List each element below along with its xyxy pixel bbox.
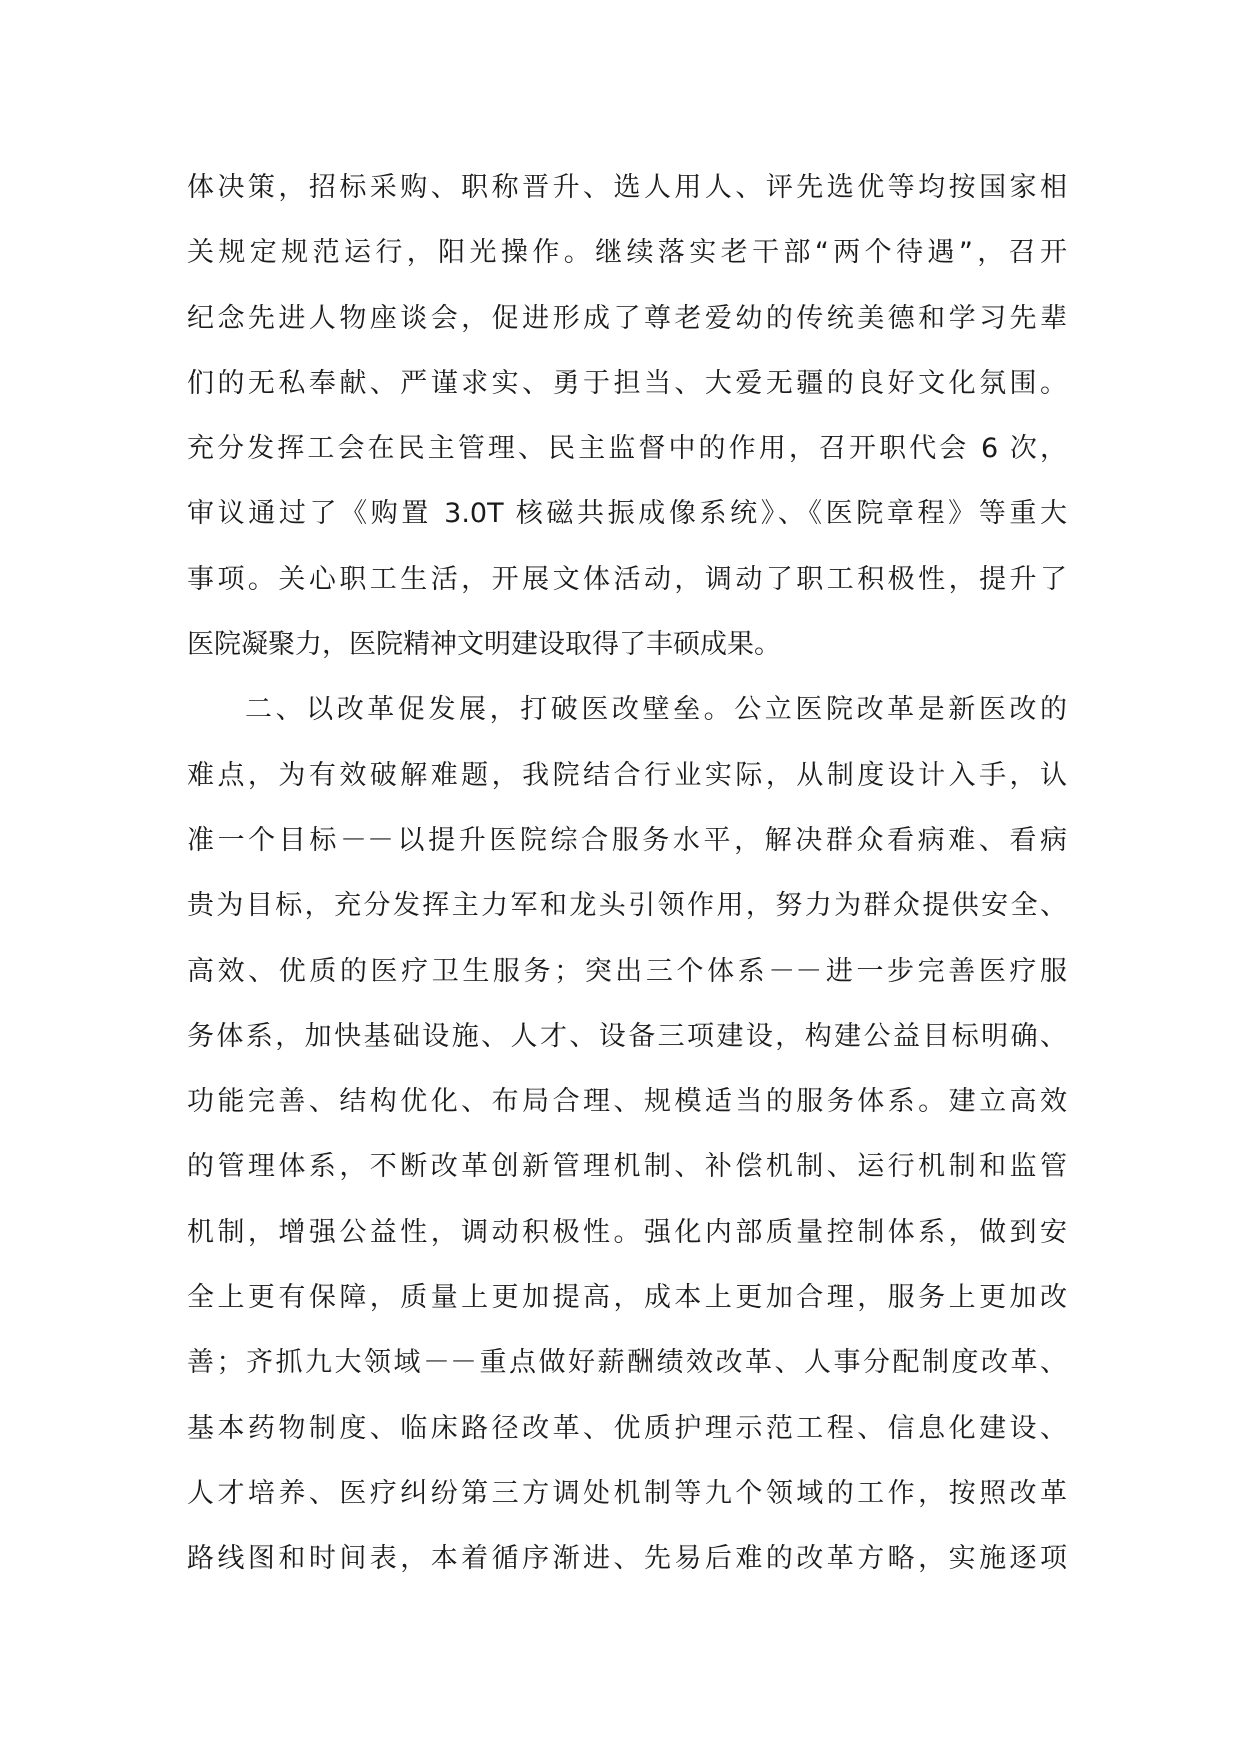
text-line: 准一个目标－－以提升医院综合服务水平，解决群众看病难、看病	[187, 824, 1067, 856]
text-line: 机制，增强公益性，调动积极性。强化内部质量控制体系，做到安	[187, 1216, 1067, 1248]
body-text	[187, 168, 1067, 1605]
text-line: 贵为目标，充分发挥主力军和龙头引领作用，努力为群众提供安全、	[187, 890, 1067, 922]
text-line: 路线图和时间表，本着循序渐进、先易后难的改革方略，实施逐项	[187, 1543, 1067, 1575]
text-line: 高效、优质的医疗卫生服务；突出三个体系－－进一步完善医疗服	[187, 955, 1067, 987]
text-line: 事项。关心职工生活，开展文体活动，调动了职工积极性，提升了	[187, 563, 1067, 595]
text-line: 医院凝聚力，医院精神文明建设取得了丰硕成果。	[187, 629, 781, 661]
text-line: 们的无私奉献、严谨求实、勇于担当、大爱无疆的良好文化氛围。	[187, 367, 1067, 399]
text-line: 人才培养、医疗纠纷第三方调处机制等九个领域的工作，按照改革	[187, 1477, 1067, 1509]
text-line: 审议通过了《购置 3.0T 核磁共振成像系统》、《医院章程》等重大	[187, 498, 1067, 530]
text-line: 基本药物制度、临床路径改革、优质护理示范工程、信息化建设、	[187, 1412, 1067, 1444]
text-line: 体决策，招标采购、职称晋升、选人用人、评先选优等均按国家相	[187, 172, 1067, 203]
text-line: 纪念先进人物座谈会，促进形成了尊老爱幼的传统美德和学习先辈	[187, 302, 1067, 334]
text-line: 的管理体系，不断改革创新管理机制、补偿机制、运行机制和监管	[187, 1151, 1067, 1183]
paragraph-first-line: 二、以改革促发展，打破医改壁垒。公立医院改革是新医改的	[245, 694, 1067, 726]
text-line: 务体系，加快基础设施、人才、设备三项建设，构建公益目标明确、	[187, 1020, 1067, 1052]
text-line: 关规定规范运行，阳光操作。继续落实老干部“两个待遇”，召开	[187, 237, 1067, 269]
text-line: 充分发挥工会在民主管理、民主监督中的作用，召开职代会 6 次，	[187, 433, 1067, 465]
text-line: 善；齐抓九大领域－－重点做好薪酬绩效改革、人事分配制度改革、	[187, 1347, 1067, 1379]
text-line: 难点，为有效破解难题，我院结合行业实际，从制度设计入手，认	[187, 759, 1067, 791]
text-line: 功能完善、结构优化、布局合理、规模适当的服务体系。建立高效	[187, 1086, 1067, 1118]
text-line: 全上更有保障，质量上更加提高，成本上更加合理，服务上更加改	[187, 1282, 1067, 1314]
